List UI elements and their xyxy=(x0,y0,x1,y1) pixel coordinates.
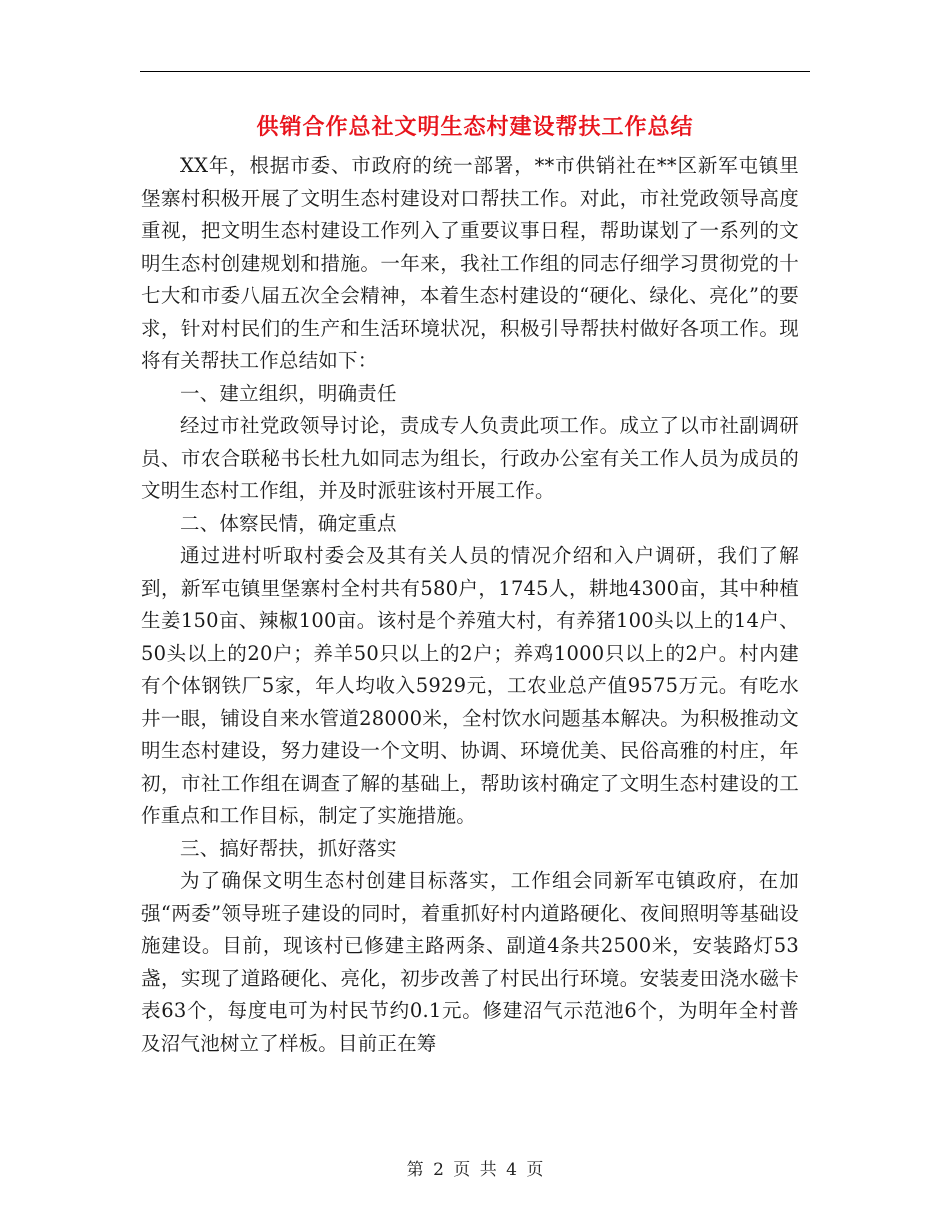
section-3-paragraph: 为了确保文明生态村创建目标落实，工作组会同新军屯镇政府，在加强“两委”领导班子建设的同时，着重抓好村内道路硬化、夜间照明等基础设施建设。目前，现该村已修建主路两条、副道4条共2500米，安装路灯53盏，实现了道路硬化、亮化，初步改善了村民出行环境。安装麦田浇水磁卡表63个，每度电可为村民节约0.1元。修建沼气示范池6个，为明年全村普及沼气池树立了样板。目前正在筹 xyxy=(141,869,799,1055)
section-heading-2: 二、体察民情，确定重点 xyxy=(180,511,397,535)
section-2-paragraph: 通过进村听取村委会及其有关人员的情况介绍和入户调研，我们了解到，新军屯镇里堡寨村全村共有580户，1745人，耕地4300亩，其中种植生姜150亩、辣椒100亩。该村是个养殖大村，有养猪100头以上的14户、50头以上的20户；养羊50只以上的2户；养鸡1000只以上的2户。村内建有个体钢铁厂5家，年人均收入5929元，工农业总产值9575万元。有吃水井一眼，铺设自来水管道28000米，全村饮水问题基本解决。为积极推动文明生态村建设，努力建设一个文明、协调、环境优美、民俗高雅的村庄，年初，市社工作组在调查了解的基础上，帮助该村确定了文明生态村建设的工作重点和工作目标，制定了实施措施。 xyxy=(141,544,799,827)
section-heading-3: 三、搞好帮扶，抓好落实 xyxy=(180,836,397,860)
section-1-paragraph: 经过市社党政领导讨论，责成专人负责此项工作。成立了以市社副调研员、市农合联秘书长杜九如同志为组长，行政办公室有关工作人员为成员的文明生态村工作组，并及时派驻该村开展工作。 xyxy=(141,414,799,502)
document-title: 供销合作总社文明生态村建设帮扶工作总结 xyxy=(256,115,694,140)
page-number-footer: 第 2 页 共 4 页 xyxy=(406,1160,544,1180)
header-rule xyxy=(140,71,810,72)
section-heading-1: 一、建立组织，明确责任 xyxy=(180,381,397,405)
document-body xyxy=(141,150,799,1060)
intro-paragraph: XX年，根据市委、市政府的统一部署，**市供销社在**区新军屯镇里堡寨村积极开展了文明生态村建设对口帮扶工作。对此，市社党政领导高度重视，把文明生态村建设工作列入了重要议事日程，帮助谋划了一系列的文明生态村创建规划和措施。一年来，我社工作组的同志仔细学习贯彻党的十七大和市委八届五次全会精神，本着生态村建设的“硬化、绿化、亮化”的要求，针对村民们的生产和生活环境状况，积极引导帮扶村做好各项工作。现将有关帮扶工作总结如下： xyxy=(141,154,799,372)
